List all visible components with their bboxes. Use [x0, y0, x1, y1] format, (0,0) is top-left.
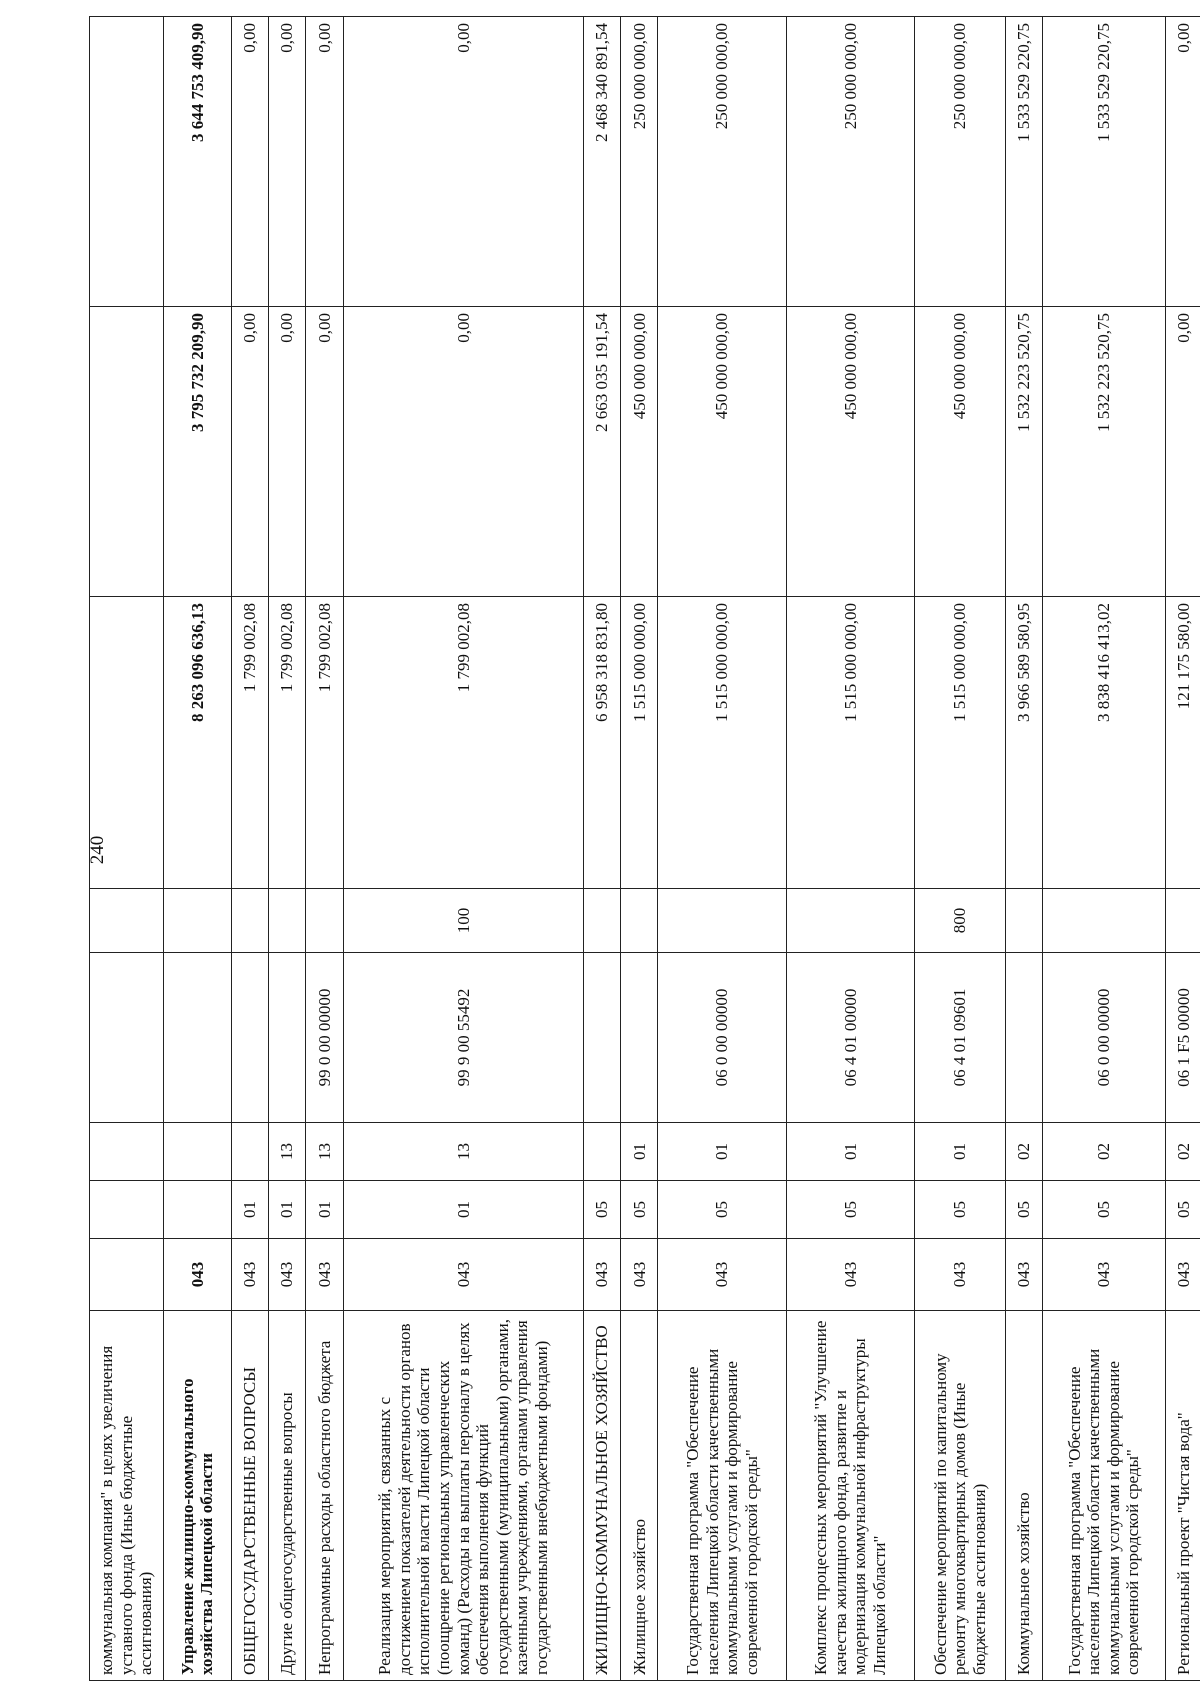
- cell-cs: [1005, 953, 1042, 1123]
- cell-s2: 0,00: [269, 307, 306, 597]
- cell-name: Государственная программа "Обеспечение населения Липецкой области качественными коммунальными услугами и формирование современной городской среды": [658, 1311, 786, 1681]
- cell-name: Непрограммные расходы областного бюджета: [306, 1311, 343, 1681]
- cell-s3: 0,00: [306, 17, 343, 307]
- cell-razdel: 05: [583, 1181, 620, 1239]
- cell-grbs: 043: [1043, 1239, 1165, 1311]
- cell-podrazdel: [231, 1123, 268, 1181]
- cell-razdel: [164, 1181, 232, 1239]
- table-row: [343, 17, 583, 1681]
- cell-razdel: [90, 1181, 164, 1239]
- cell-s2: [90, 307, 164, 597]
- cell-s3: 250 000 000,00: [621, 17, 658, 307]
- cell-grbs: 043: [583, 1239, 620, 1311]
- cell-grbs: 043: [306, 1239, 343, 1311]
- cell-name: Региональный проект "Чистая вода": [1165, 1311, 1200, 1681]
- cell-s1: 121 175 580,00: [1165, 597, 1200, 889]
- cell-razdel: 05: [1005, 1181, 1042, 1239]
- cell-s2: 0,00: [343, 307, 583, 597]
- cell-s2: 0,00: [231, 307, 268, 597]
- cell-s3: 0,00: [269, 17, 306, 307]
- cell-s1: 1 799 002,08: [306, 597, 343, 889]
- cell-podrazdel: 02: [1165, 1123, 1200, 1181]
- cell-s2: 2 663 035 191,54: [583, 307, 620, 597]
- cell-grbs: 043: [231, 1239, 268, 1311]
- cell-podrazdel: [583, 1123, 620, 1181]
- table-body: [87, 17, 1200, 1681]
- cell-name: ЖИЛИЩНО-КОММУНАЛЬНОЕ ХОЗЯЙСТВО: [583, 1311, 620, 1681]
- cell-s3: 1 533 529 220,75: [1005, 17, 1042, 307]
- cell-cs: 99 0 00 00000: [306, 953, 343, 1123]
- cell-cs: 06 4 01 09601: [914, 953, 1005, 1123]
- table-row: [231, 17, 268, 1681]
- cell-grbs: 043: [786, 1239, 914, 1311]
- cell-grbs: 043: [343, 1239, 583, 1311]
- cell-razdel: 01: [306, 1181, 343, 1239]
- cell-grbs: 043: [164, 1239, 232, 1311]
- cell-grbs: 043: [1005, 1239, 1042, 1311]
- cell-cs: 06 1 F5 00000: [1165, 953, 1200, 1123]
- cell-vr: [786, 889, 914, 953]
- cell-cs: [164, 953, 232, 1123]
- cell-podrazdel: [90, 1123, 164, 1181]
- cell-s2: 0,00: [306, 307, 343, 597]
- cell-vr: [231, 889, 268, 953]
- cell-name: Обеспечение мероприятий по капитальному ремонту многоквартирных домов (Иные бюджетные ассигнования): [914, 1311, 1005, 1681]
- cell-s1: 1 515 000 000,00: [786, 597, 914, 889]
- cell-razdel: 05: [914, 1181, 1005, 1239]
- cell-podrazdel: 13: [269, 1123, 306, 1181]
- cell-s1: [87, 597, 164, 889]
- cell-podrazdel: 01: [914, 1123, 1005, 1181]
- cell-s1: 1 515 000 000,00: [658, 597, 786, 889]
- cell-vr: [583, 889, 620, 953]
- rotated-table-container: [89, 17, 1200, 1681]
- cell-s3: 250 000 000,00: [658, 17, 786, 307]
- cell-razdel: 05: [1043, 1181, 1165, 1239]
- cell-s2: 1 532 223 520,75: [1043, 307, 1165, 597]
- cell-podrazdel: 13: [343, 1123, 583, 1181]
- cell-s1: 1 515 000 000,00: [914, 597, 1005, 889]
- table-row: [658, 17, 786, 1681]
- cell-razdel: 05: [786, 1181, 914, 1239]
- cell-name: Реализация мероприятий, связанных с достижением показателей деятельности органов исполнительной власти Липецкой области (поощрение региональных управленческих команд) (Расходы на выплаты персоналу в целях обеспечения выполнения функций государственными (муниципальными) органами, казенными учреждениями, органами управления государственными внебюджетными фондами): [343, 1311, 583, 1681]
- cell-vr: 100: [343, 889, 583, 953]
- cell-vr: [269, 889, 306, 953]
- cell-name: Жилищное хозяйство: [621, 1311, 658, 1681]
- cell-s1: 3 966 589 580,95: [1005, 597, 1042, 889]
- cell-cs: [231, 953, 268, 1123]
- cell-s3: 2 468 340 891,54: [583, 17, 620, 307]
- cell-s3: 1 533 529 220,75: [1043, 17, 1165, 307]
- cell-s2: 3 795 732 209,90: [164, 307, 232, 597]
- cell-cs: [90, 953, 164, 1123]
- cell-razdel: 01: [343, 1181, 583, 1239]
- table-row: [583, 17, 620, 1681]
- table-row: [164, 17, 232, 1681]
- cell-razdel: 01: [269, 1181, 306, 1239]
- cell-vr: [1005, 889, 1042, 953]
- cell-s1: 1 799 002,08: [269, 597, 306, 889]
- cell-cs: 06 0 00 00000: [1043, 953, 1165, 1123]
- cell-cs: [621, 953, 658, 1123]
- table-row: [306, 17, 343, 1681]
- cell-grbs: [90, 1239, 164, 1311]
- table-row: [914, 17, 1005, 1681]
- cell-podrazdel: 01: [658, 1123, 786, 1181]
- cell-vr: [1043, 889, 1165, 953]
- cell-s2: 450 000 000,00: [621, 307, 658, 597]
- cell-podrazdel: 02: [1005, 1123, 1042, 1181]
- cell-razdel: 05: [658, 1181, 786, 1239]
- cell-podrazdel: 01: [621, 1123, 658, 1181]
- cell-s3: 0,00: [231, 17, 268, 307]
- cell-razdel: 05: [1165, 1181, 1200, 1239]
- table-row: [269, 17, 306, 1681]
- cell-name: Комплекс процессных мероприятий "Улучшение качества жилищного фонда, развитие и модернизация коммунальной инфраструктуры Липецкой области": [786, 1311, 914, 1681]
- cell-vr: [90, 889, 164, 953]
- table-row: [1043, 17, 1165, 1681]
- cell-s3: 0,00: [343, 17, 583, 307]
- cell-s3: 0,00: [1165, 17, 1200, 307]
- cell-vr: [1165, 889, 1200, 953]
- cell-s3: 250 000 000,00: [914, 17, 1005, 307]
- cell-grbs: 043: [621, 1239, 658, 1311]
- cell-cs: 06 4 01 00000: [786, 953, 914, 1123]
- cell-name: Другие общегосударственные вопросы: [269, 1311, 306, 1681]
- cell-s1: 1 799 002,08: [231, 597, 268, 889]
- cell-s3: 3 644 753 409,90: [164, 17, 232, 307]
- cell-cs: [269, 953, 306, 1123]
- cell-vr: 800: [914, 889, 1005, 953]
- table-row: [90, 17, 164, 1681]
- cell-podrazdel: [164, 1123, 232, 1181]
- cell-name: Государственная программа "Обеспечение населения Липецкой области качественными коммунальными услугами и формирование современной городской среды": [1043, 1311, 1165, 1681]
- cell-vr: [621, 889, 658, 953]
- table-row: [1005, 17, 1042, 1681]
- cell-grbs: 043: [914, 1239, 1005, 1311]
- cell-s2: 450 000 000,00: [658, 307, 786, 597]
- cell-vr: [164, 889, 232, 953]
- cell-s1: 1 799 002,08: [343, 597, 583, 889]
- cell-name: коммунальная компания" в целях увеличения уставного фонда (Иные бюджетные ассигнования): [90, 1311, 164, 1681]
- cell-s1: 1 515 000 000,00: [621, 597, 658, 889]
- cell-name: ОБЩЕГОСУДАРСТВЕННЫЕ ВОПРОСЫ: [231, 1311, 268, 1681]
- cell-vr: [658, 889, 786, 953]
- cell-s2: 1 532 223 520,75: [1005, 307, 1042, 597]
- table-row: [1165, 17, 1200, 1681]
- cell-name: Коммунальное хозяйство: [1005, 1311, 1042, 1681]
- table-row: [621, 17, 658, 1681]
- cell-s2: 0,00: [1165, 307, 1200, 597]
- cell-razdel: 05: [621, 1181, 658, 1239]
- cell-s2: 450 000 000,00: [786, 307, 914, 597]
- cell-grbs: 043: [269, 1239, 306, 1311]
- page-number: 240: [87, 835, 108, 865]
- cell-cs: 06 0 00 00000: [658, 953, 786, 1123]
- cell-razdel: 01: [231, 1181, 268, 1239]
- cell-name: Управление жилищно-коммунального хозяйства Липецкой области: [164, 1311, 232, 1681]
- cell-podrazdel: 01: [786, 1123, 914, 1181]
- cell-grbs: 043: [658, 1239, 786, 1311]
- cell-podrazdel: 02: [1043, 1123, 1165, 1181]
- table-row: [786, 17, 914, 1681]
- cell-s1: 8 263 096 636,13: [164, 597, 232, 889]
- cell-cs: 99 9 00 55492: [343, 953, 583, 1123]
- cell-cs: [583, 953, 620, 1123]
- cell-s3: 250 000 000,00: [786, 17, 914, 307]
- cell-s2: 450 000 000,00: [914, 307, 1005, 597]
- cell-grbs: 043: [1165, 1239, 1200, 1311]
- budget-table: [89, 16, 1200, 1681]
- cell-podrazdel: 13: [306, 1123, 343, 1181]
- cell-s1: 6 958 318 831,80: [583, 597, 620, 889]
- cell-s3: [90, 17, 164, 307]
- cell-s1: 3 838 416 413,02: [1043, 597, 1165, 889]
- cell-vr: [306, 889, 343, 953]
